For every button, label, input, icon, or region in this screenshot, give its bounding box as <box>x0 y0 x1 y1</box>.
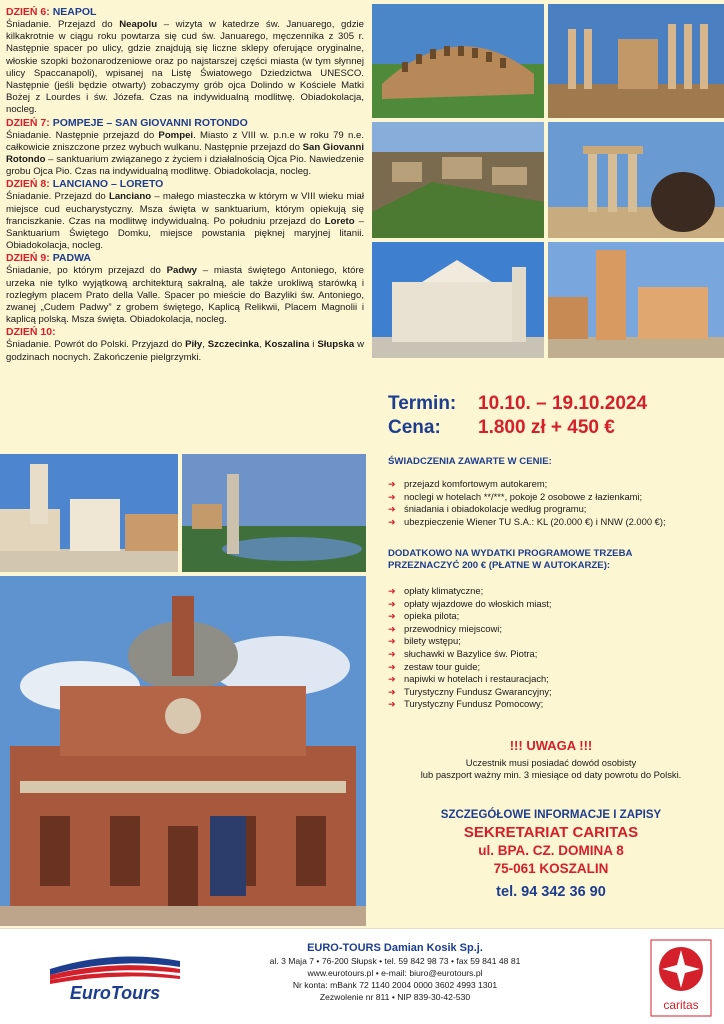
text-segment: – wizyta w katedrze św. Januarego, gdzie kilkakrotnie w ciągu roku powtarza się cud św. Januarego, męczennika z 305 r. Następnie spacer po ulicy, gdzie znajdują się liczne sklepy oferujące oryginalne, włoskie szopki bożonarodzeniowe oraz po najstarszej części miasta (w tym słynnej ulicy Spaccanapoli), wpisanej na Listę Światowego Dziedzictwa UNESCO. Następnie (jeśli będzie otwarty) zobaczymy grób ojca Dolindo w Kościele Matki Bożej z Lourdes i św. Józefa. Czas na indywidualną modlitwę. Obiadokolacja, nocleg. <box>6 19 364 116</box>
included-item: ➜ śniadania i obiadokolacje według programu; <box>386 503 716 516</box>
text-segment: – Sanktuarium Świętego Domku, miejsce powstania pięknej maryjnej litanii. Obiadokolacja, nocleg. <box>6 215 364 252</box>
extra-item: ➜ bilety wstępu; <box>386 635 716 648</box>
text-segment: , <box>202 339 208 351</box>
company-address: al. 3 Maja 7 • 76-200 Słupsk • tel. 59 842 98 73 • fax 59 841 48 81 <box>269 956 521 966</box>
cena-row <box>388 416 718 440</box>
text-segment: – sanktuarium związanego z życiem i działalnością Ojca Pio. Nawiedzenie grobu Ojca Pio. Czas na indywidualną modlitwę. Obiadokolacja, nocleg. <box>6 154 364 178</box>
day-9 <box>6 252 364 326</box>
extra-item: ➜ zestaw tour guide; <box>386 661 716 674</box>
text-segment: Śniadanie. Powrót do Polski. Przyjazd do <box>6 339 186 351</box>
termin-label: Termin: <box>388 393 457 414</box>
day-heading <box>6 326 364 339</box>
text-segment: . Miasto z VIII w. p.n.e w roku 79 n.e. całkowicie zniszczone przez wybuch wulkanu. Następnie przejazd do <box>6 129 364 153</box>
termin-value: 10.10. – 19.10.2024 <box>478 393 648 414</box>
day-8 <box>6 178 364 252</box>
day-heading <box>6 6 364 19</box>
contact-organization: SEKRETARIAT CARITAS <box>463 824 639 841</box>
photo-prato-della-valle <box>182 454 366 572</box>
day-place: NEAPOL <box>52 6 97 18</box>
notice <box>386 738 716 782</box>
day-label: DZIEŃ 7: <box>6 116 50 129</box>
notice-title: !!! UWAGA !!! <box>509 738 593 753</box>
contact-phone: tel. 94 342 36 90 <box>496 884 606 900</box>
text-segment: Śniadanie. Przejazd do <box>6 191 109 203</box>
contact-street: ul. BPA. CZ. DOMINA 8 <box>478 843 624 858</box>
photo-san-giovanni <box>372 242 544 358</box>
company-web: www.eurotours.pl • e-mail: biuro@eurotours.pl <box>307 968 483 978</box>
photo-forum <box>548 4 724 118</box>
contact-box <box>386 808 716 904</box>
included-title: ŚWIADCZENIA ZAWARTE W CENIE: <box>388 456 552 467</box>
included-item: ➜ noclegi w hotelach **/***, pokoje 2 osobowe z łazienkami; <box>386 491 716 504</box>
text-segment: w godzinach nocnych. Zakończenie pielgrzymki. <box>6 339 365 363</box>
eurotours-logo-text: EuroTours <box>69 983 161 1003</box>
day-label: DZIEŃ 6: <box>6 6 50 18</box>
text-segment: i <box>309 339 318 351</box>
place-name: Szczecinka <box>207 339 259 351</box>
day-heading <box>6 178 364 191</box>
place-name: Lanciano <box>108 191 152 203</box>
photo-colosseum <box>372 4 544 118</box>
photo-lanciano <box>548 242 724 358</box>
extra-item: ➜ opłaty wjazdowe do włoskich miast; <box>386 598 716 611</box>
caritas-logo <box>650 939 712 1017</box>
company-account: Nr konta: mBank 72 1140 2004 0000 3602 4993 1301 <box>292 980 498 990</box>
day-description <box>6 191 364 252</box>
day-10 <box>6 326 364 363</box>
included-item: ➜ ubezpieczenie Wiener TU S.A.: KL (20.000 €) i NNW (2.000 €); <box>386 516 716 529</box>
included-list <box>386 478 716 528</box>
day-place: PADWA <box>52 252 91 265</box>
company-permit: Zezwolenie nr 811 • NIP 839-30-42-530 <box>319 992 471 1002</box>
text-segment: – małego miasteczka w którym w VIII wieku miał miejsce cud eucharystyczny. Msza święta w sanktuarium, którym opiekują się franciszkanie. Czas na modlitwę indywidualną. Po południu przejazd do <box>6 191 364 227</box>
day-label: DZIEŃ 8: <box>6 178 50 191</box>
text-segment: Śniadanie. Przejazd do <box>6 19 120 30</box>
place-name: Loreto <box>324 215 355 227</box>
notice-line2: lub paszport ważny min. 3 miesiące od daty powrotu do Polski. <box>420 769 682 781</box>
text-segment: , <box>258 339 265 351</box>
day-heading <box>6 117 364 130</box>
extra-item: ➜ napiwki w hotelach i restauracjach; <box>386 673 716 686</box>
day-description <box>6 339 364 363</box>
included-item: ➜ przejazd komfortowym autokarem; <box>386 478 716 491</box>
notice-line1: Uczestnik musi posiadać dowód osobisty <box>465 757 637 768</box>
day-description <box>6 19 364 117</box>
text-segment: – miasta świętego Antoniego, które urzeka nie tylko wyjątkową architekturą sakralną, ale także urokliwą starówką i rozległym placem Prato della Valle. Spacer po mieście do Bazyliki św. Antoniego, zwanej „Cudem Padwy” z grobem świętego, Kaplicą Relikwii, Placem Magnolii i kaplicą polską. Msza święta. Obiadokolacja, nocleg. <box>6 265 364 326</box>
place-name: Piły <box>185 339 203 351</box>
caritas-logo-text: caritas <box>663 998 699 1012</box>
itinerary <box>6 6 364 364</box>
day-place: POMPEJE – SAN GIOVANNI ROTONDO <box>52 116 248 129</box>
place-name: Słupska <box>317 339 355 351</box>
cena-value: 1.800 zł + 450 € <box>478 417 615 438</box>
cena-label: Cena: <box>388 417 441 438</box>
day-label: DZIEŃ 10: <box>6 326 56 339</box>
termin-row <box>388 392 718 416</box>
price-box <box>388 392 718 440</box>
company-name: EURO-TOURS Damian Kosik Sp.j. <box>307 942 483 954</box>
day-label: DZIEŃ 9: <box>6 252 50 265</box>
day-6 <box>6 6 364 117</box>
place-name: Koszalina <box>264 339 310 351</box>
day-description <box>6 265 364 326</box>
contact-info-title: SZCZEGÓŁOWE INFORMACJE I ZAPISY <box>440 809 662 821</box>
extra-item: ➜ Turystyczny Fundusz Pomocowy; <box>386 698 716 711</box>
place-name: Pompei <box>158 129 194 141</box>
extra-list <box>386 585 716 711</box>
eurotours-logo <box>40 947 190 1007</box>
extra-item: ➜ słuchawki w Bazylice św. Piotra; <box>386 648 716 661</box>
photo-pompeii-head <box>548 122 724 238</box>
text-segment: Śniadanie. Następnie przejazd do <box>6 129 159 141</box>
extra-item: ➜ Turystyczny Fundusz Gwarancyjny; <box>386 686 716 699</box>
footer <box>0 928 724 1024</box>
contact-city: 75-061 KOSZALIN <box>493 861 609 876</box>
photo-pompeii <box>372 122 544 238</box>
photo-basilica-padwa <box>0 576 366 926</box>
day-description <box>6 130 364 179</box>
day-heading <box>6 252 364 265</box>
extra-title-line1: DODATKOWO NA WYDATKI PROGRAMOWE TRZEBA <box>388 548 633 559</box>
extra-item: ➜ opłaty klimatyczne; <box>386 585 716 598</box>
extra-item: ➜ opieka pilota; <box>386 610 716 623</box>
day-7 <box>6 117 364 179</box>
place-name: Padwy <box>166 265 197 277</box>
place-name: San Giovanni Rotondo <box>6 141 364 166</box>
company-info <box>200 941 590 1003</box>
extra-title-line2: PRZEZNACZYĆ 200 € (PŁATNE W AUTOKARZE): <box>388 560 611 571</box>
extra-item: ➜ przewodnicy miejscowi; <box>386 623 716 636</box>
place-name: Neapolu <box>119 19 158 30</box>
photo-loreto <box>0 454 178 572</box>
extra-title <box>388 548 632 572</box>
day-place: LANCIANO – LORETO <box>52 178 164 191</box>
text-segment: Śniadanie, po którym przejazd do <box>6 265 167 277</box>
